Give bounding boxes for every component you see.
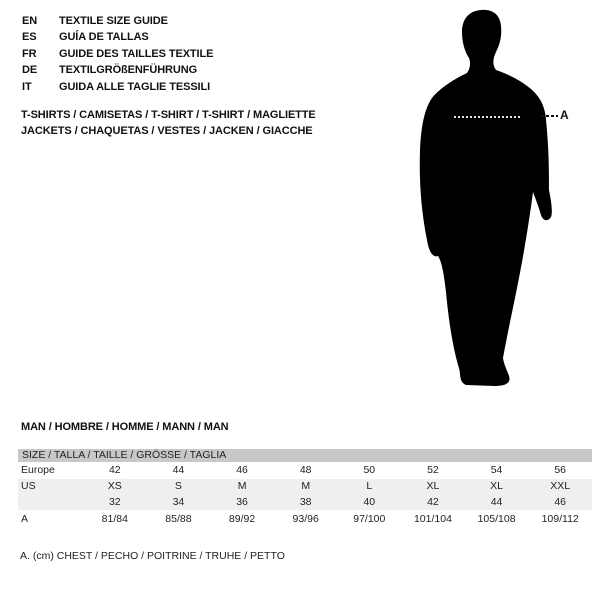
size-table xyxy=(18,449,592,527)
table-row-europe xyxy=(18,462,592,479)
category-list xyxy=(21,108,316,140)
table-cell: M xyxy=(237,480,247,492)
language-label: TEXTILE SIZE GUIDE xyxy=(59,15,168,27)
chest-measure-leader-line xyxy=(541,115,558,117)
table-row-chest-a xyxy=(18,510,592,527)
table-cell: 81/84 xyxy=(101,513,128,525)
table-cell: 36 xyxy=(236,495,248,508)
table-cell: 48 xyxy=(299,464,312,476)
table-cell: XXL xyxy=(550,480,571,492)
table-cell: 38 xyxy=(299,495,312,508)
table-cell: 44 xyxy=(172,464,185,476)
table-cell: XL xyxy=(490,480,503,492)
table-cell: 97/100 xyxy=(353,513,386,525)
category-jackets: JACKETS / CHAQUETAS / VESTES / JACKEN / GIACCHE xyxy=(21,124,313,137)
language-row xyxy=(22,46,213,62)
row-label xyxy=(18,495,83,511)
row-label: Europe xyxy=(21,464,55,476)
man-silhouette-image xyxy=(410,5,570,395)
language-label: GUÍA DE TALLAS xyxy=(59,31,149,44)
measure-label-a: A xyxy=(560,108,569,122)
language-row xyxy=(22,29,213,45)
table-cell: 50 xyxy=(363,464,376,476)
table-cell: 56 xyxy=(554,464,567,476)
language-row xyxy=(22,62,213,78)
language-label: GUIDA ALLE TAGLIE TESSILI xyxy=(59,80,211,93)
section-heading: MAN / HOMBRE / HOMME / MANN / MAN xyxy=(21,421,229,433)
table-cell: S xyxy=(174,480,182,492)
row-label: A xyxy=(21,513,29,525)
language-list xyxy=(22,13,213,95)
language-code: FR xyxy=(22,47,37,60)
table-cell: 105/108 xyxy=(477,513,516,525)
table-cell: 42 xyxy=(427,495,439,508)
table-cell: 40 xyxy=(363,495,376,508)
table-cell: 32 xyxy=(108,495,121,508)
table-cell: 54 xyxy=(490,464,503,476)
table-cell: XS xyxy=(107,480,122,492)
row-label: US xyxy=(21,480,36,492)
table-cell: 46 xyxy=(554,495,567,508)
category-tshirts: T-SHIRTS / CAMISETAS / T-SHIRT / T-SHIRT / MAGLIETTE xyxy=(21,109,316,121)
size-table-header: SIZE / TALLA / TAILLE / GRÖSSE / TAGLIA xyxy=(18,449,592,462)
table-row-us xyxy=(18,479,592,495)
table-cell: 52 xyxy=(427,464,439,476)
table-cell: 42 xyxy=(108,464,121,476)
table-row-us-numeric xyxy=(18,495,592,511)
language-code: IT xyxy=(22,80,32,93)
language-code: EN xyxy=(22,15,38,27)
language-label: TEXTILGRÖßENFÜHRUNG xyxy=(59,64,198,77)
table-cell: 93/96 xyxy=(292,513,319,525)
language-row xyxy=(22,13,213,29)
table-cell: 101/104 xyxy=(413,513,452,525)
language-code: DE xyxy=(22,64,38,77)
table-cell: 34 xyxy=(172,495,185,508)
table-cell: M xyxy=(301,480,311,492)
table-cell: L xyxy=(366,480,373,492)
table-cell: 46 xyxy=(236,464,248,476)
table-cell: 44 xyxy=(490,495,503,508)
chest-measure-line xyxy=(454,116,520,118)
measurement-footnote: A. (cm) CHEST / PECHO / POITRINE / TRUHE / PETTO xyxy=(20,550,285,562)
language-code: ES xyxy=(22,31,37,44)
table-cell: XL xyxy=(426,480,440,492)
table-cell: 89/92 xyxy=(228,513,256,525)
table-cell: 85/88 xyxy=(165,513,192,525)
language-label: GUIDE DES TAILLES TEXTILE xyxy=(59,47,214,60)
table-cell: 109/112 xyxy=(541,513,579,525)
language-row xyxy=(22,79,213,95)
